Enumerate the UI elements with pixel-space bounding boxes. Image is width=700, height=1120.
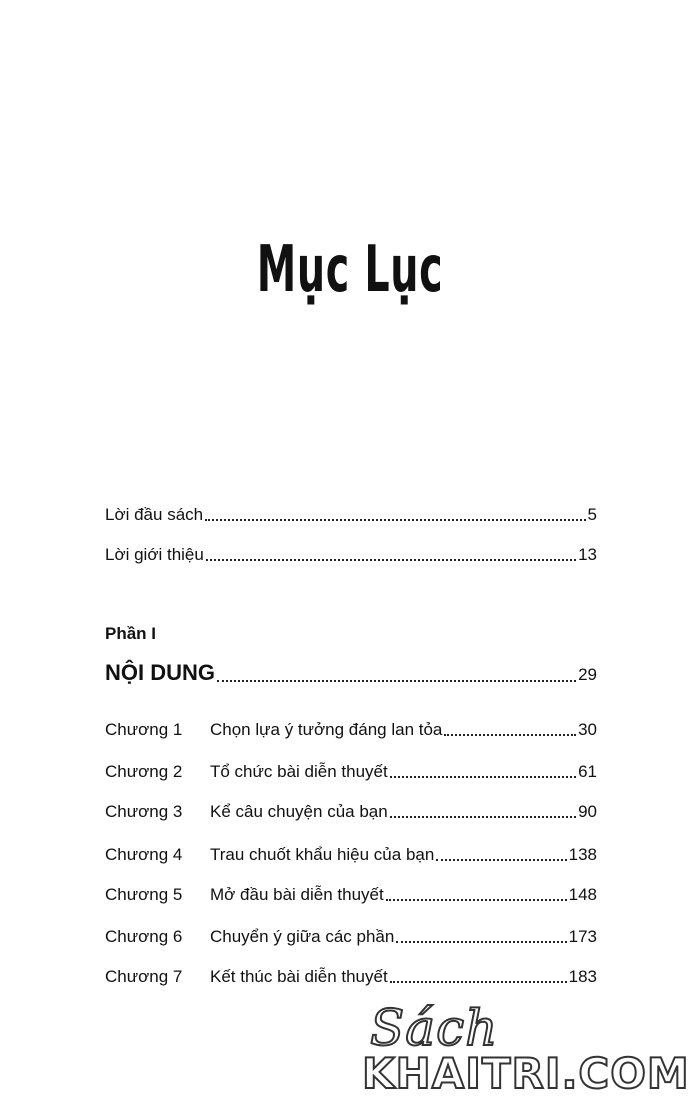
dot-leader [205, 519, 585, 521]
chapter-number: Chương 2 [105, 762, 183, 781]
toc-entry-chapter-7 [105, 967, 597, 987]
toc-entry-chapter-2 [105, 762, 597, 782]
dot-leader [206, 559, 576, 561]
toc-entry-page: 5 [587, 505, 597, 524]
chapter-number: Chương 1 [105, 720, 183, 739]
page-title: Mục Lục [256, 233, 444, 307]
watermark-logo [362, 999, 692, 1115]
chapter-title: Kể câu chuyện của bạn [210, 802, 388, 821]
toc-entry-chapter-4 [105, 845, 597, 865]
dot-leader [390, 776, 576, 778]
chapter-title: Kết thúc bài diễn thuyết [210, 967, 388, 986]
toc-entry-title: Lời đầu sách [105, 505, 204, 524]
part-label: Phần I [105, 624, 157, 643]
dot-leader [390, 981, 567, 983]
toc-entry-page: 13 [578, 545, 597, 564]
chapter-title: Chọn lựa ý tưởng đáng lan tỏa [210, 720, 443, 739]
chapter-number: Chương 3 [105, 802, 183, 821]
toc-entry-chapter-5 [105, 885, 597, 905]
dot-leader [396, 941, 566, 943]
chapter-title: Mở đầu bài diễn thuyết [210, 885, 384, 904]
part-page: 29 [578, 665, 597, 684]
chapter-page: 138 [568, 845, 597, 864]
toc-entry-part-heading [105, 660, 597, 686]
chapter-title: Chuyển ý giữa các phần [210, 927, 395, 946]
chapter-title: Trau chuốt khẩu hiệu của bạn [210, 845, 435, 864]
chapter-page: 61 [578, 762, 597, 781]
toc-entry-chapter-1 [105, 720, 597, 740]
chapter-page: 183 [568, 967, 597, 986]
part-title: NỘI DUNG [105, 660, 215, 685]
chapter-page: 90 [578, 802, 597, 821]
chapter-number: Chương 6 [105, 927, 183, 946]
chapter-page: 30 [578, 720, 597, 739]
dot-leader [390, 816, 576, 818]
dot-leader [444, 734, 576, 736]
toc-entry-chapter-3 [105, 802, 597, 822]
toc-entry-introduction [105, 545, 597, 565]
chapter-number: Chương 7 [105, 967, 183, 986]
chapter-page: 173 [568, 927, 597, 946]
watermark-script: Sách [370, 999, 499, 1057]
dot-leader [436, 859, 566, 861]
dot-leader [386, 899, 567, 901]
chapter-title: Tổ chức bài diễn thuyết [210, 762, 388, 781]
chapter-number: Chương 5 [105, 885, 183, 904]
chapter-number: Chương 4 [105, 845, 183, 864]
toc-entry-foreword [105, 505, 597, 525]
toc-entry-title: Lời giới thiệu [105, 545, 204, 564]
toc-entry-chapter-6 [105, 927, 597, 947]
watermark-brand: KHAITRI.COM [362, 1049, 690, 1098]
chapter-page: 148 [568, 885, 597, 904]
dot-leader [217, 680, 576, 682]
